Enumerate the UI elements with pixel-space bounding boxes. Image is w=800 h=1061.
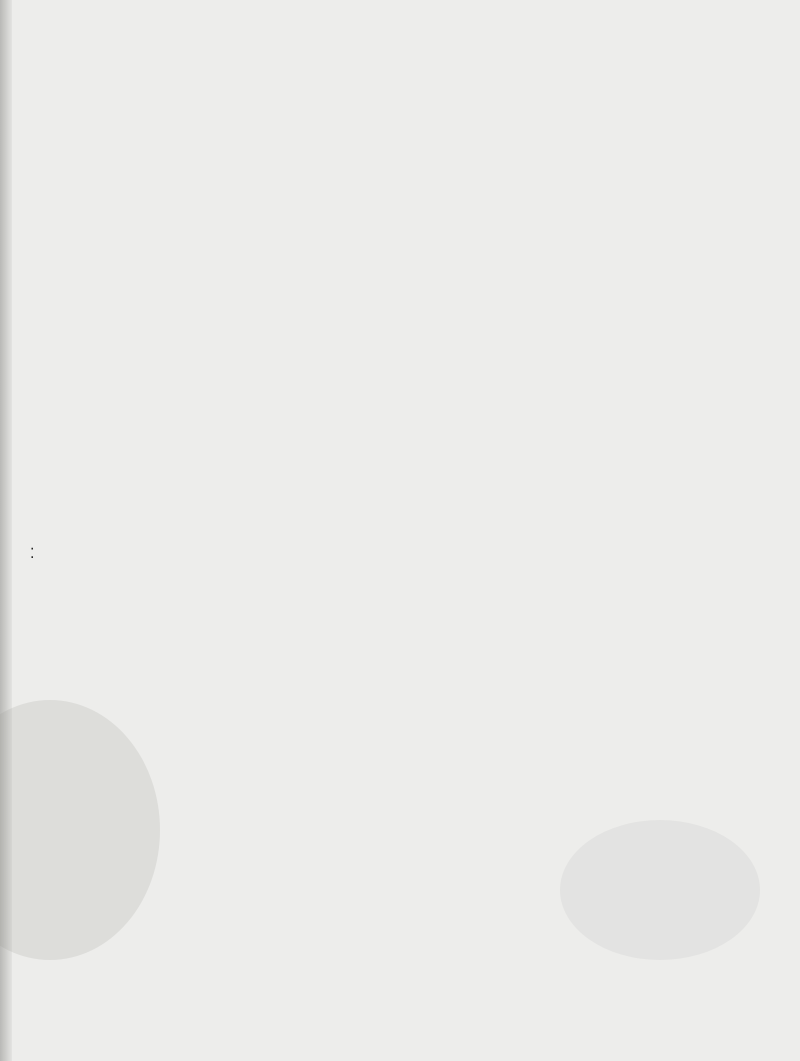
running-header xyxy=(130,36,650,62)
paper-stain xyxy=(560,820,760,960)
paper-stain xyxy=(0,700,160,960)
margin-mark: ⁚ xyxy=(30,547,35,562)
